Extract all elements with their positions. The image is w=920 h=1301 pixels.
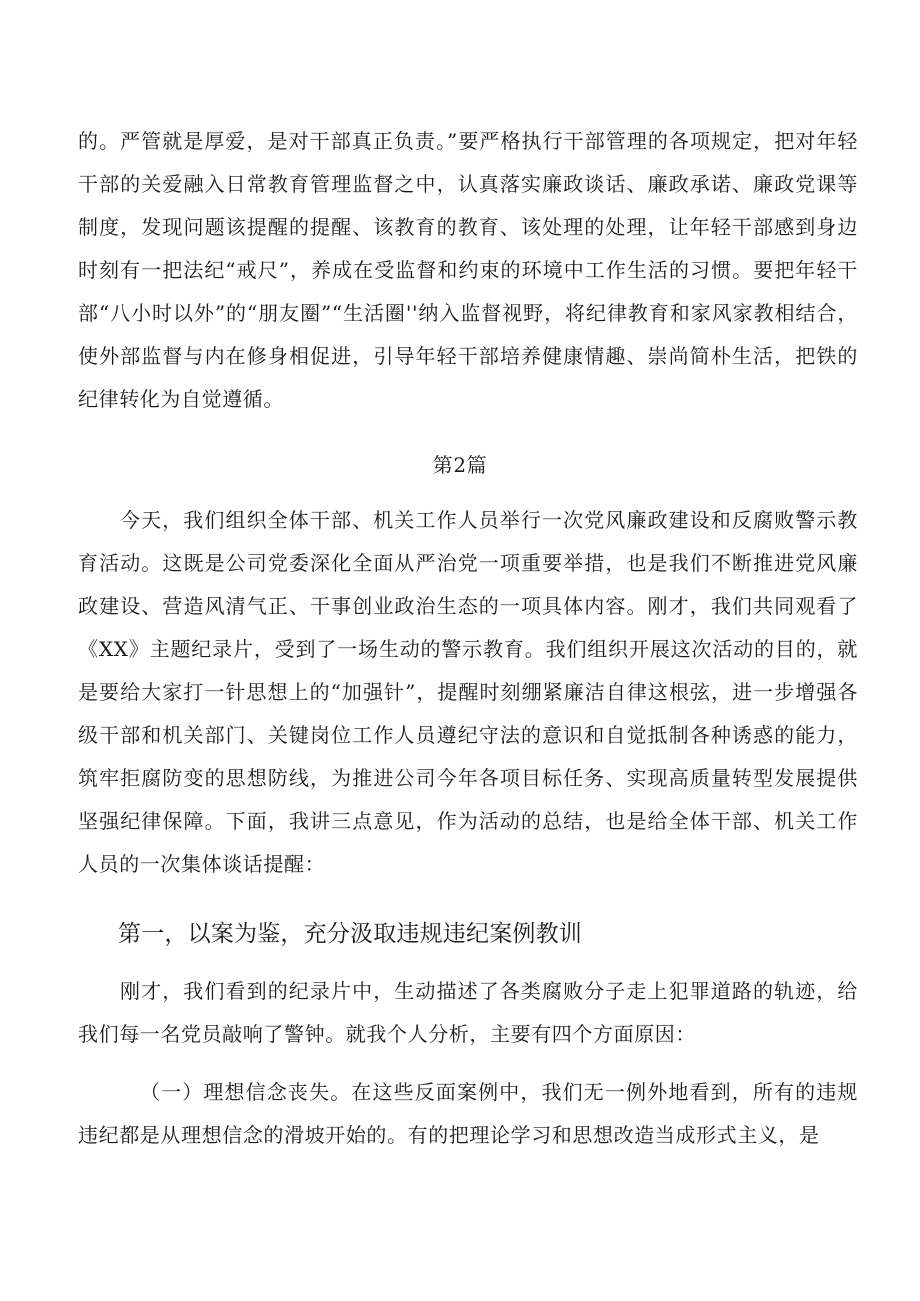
body-paragraph: 今天，我们组织全体干部、机关工作人员举行一次党风廉政建设和反腐败警示教育活动。这既是公司党委深化全面从严治党一项重要举措，也是我们不断推进党风廉政建设、营造风清气正、干事创业政治生态的一项具体内容。刚才，我们共同观看了《XX》主题纪录片，受到了一场生动的警示教育。我们组织开展这次活动的目的，就是要给大家打一针思想上的“加强针”，提醒时刻绷紧廉洁自律这根弦，进一步增强各级干部和机关部门、关键岗位工作人员遵纪守法的意识和自觉抵制各种诱惑的能力，筑牢拒腐防变的思想防线，为推进公司今年各项目标任务、实现高质量转型发展提供坚强纪律保障。下面，我讲三点意见，作为活动的总结，也是给全体干部、机关工作人员的一次集体谈话提醒：: [78, 508, 858, 876]
body-paragraph: 刚才，我们看到的纪录片中，生动描述了各类腐败分子走上犯罪道路的轨迹，给我们每一名党员敲响了警钟。就我个人分析，主要有四个方面原因：: [78, 979, 858, 1046]
section-title: 第2篇: [432, 453, 488, 477]
body-paragraph: （一）理想信念丧失。在这些反面案例中，我们无一例外地看到，所有的违规违纪都是从理想信念的滑坡开始的。有的把理论学习和思想改造当成形式主义，是: [78, 1080, 858, 1147]
body-paragraph: 的。严管就是厚爱，是对干部真正负责。”要严格执行干部管理的各项规定，把对年轻干部的关爱融入日常教育管理监督之中，认真落实廉政谈话、廉政承诺、廉政党课等制度，发现问题该提醒的提醒、该教育的教育、该处理的处理，让年轻干部感到身边时刻有一把法纪“戒尺”，养成在受监督和约束的环境中工作生活的习惯。要把年轻干部“八小时以外”的“朋友圈”“生活圈''纳入监督视野，将纪律教育和家风家教相结合，使外部监督与内在修身相促进，引导年轻干部培养健康情趣、崇尚简朴生活，把铁的纪律转化为自觉遵循。: [78, 129, 858, 411]
section-heading: 第一，以案为鉴，充分汲取违规违纪案例教训: [118, 921, 582, 947]
